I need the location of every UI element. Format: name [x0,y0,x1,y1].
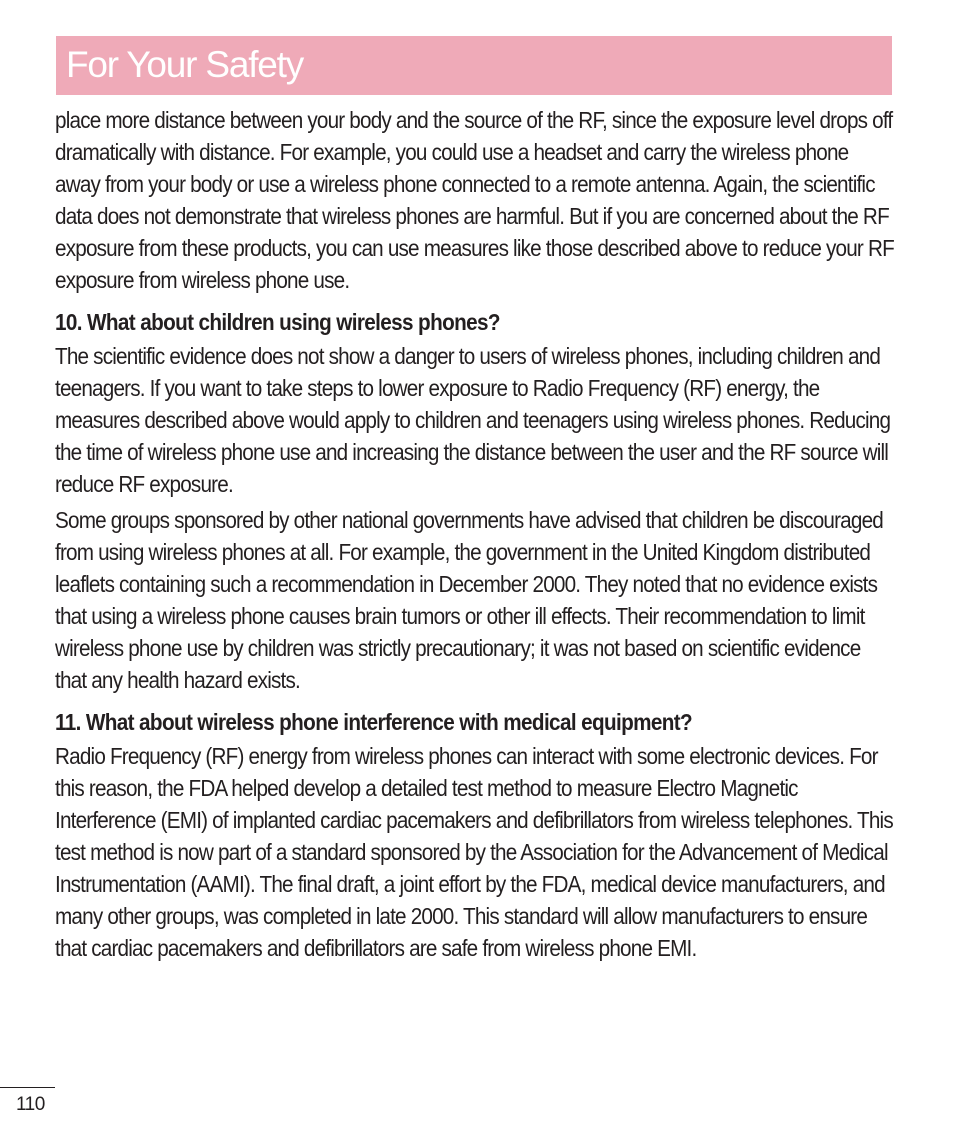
section-10-heading: 10. What about children using wireless phones? [55,309,500,335]
header-bar [56,36,892,95]
section-10-paragraph-2: Some groups sponsored by other national governments have advised that children be discouraged from using wireless phones at all. For example, the government in the United Kingdom distributed leaflets containing such a recommendation in December 2000. They noted that no evidence exists that using a wireless phone causes brain tumors or other ill effects. Their recommendation to limit wireless phone use by children was strictly precautionary; it was not based on scientific evidence that any health hazard exists. [55,507,883,693]
intro-paragraph: place more distance between your body and the source of the RF, since the exposure level drops off dramatically with distance. For example, you could use a headset and carry the wireless phone away from your body or use a wireless phone connected to a remote antenna. Again, the scientific data does not demonstrate that wireless phones are harmful. But if you are concerned about the RF exposure from these products, you can use measures like those described above to reduce your RF exposure from wireless phone use. [55,107,894,293]
page-content [55,104,895,964]
page-title: For Your Safety [66,44,304,85]
section-11-heading: 11. What about wireless phone interference with medical equipment? [55,709,693,735]
footer-rule [0,1087,55,1088]
page-number: 110 [16,1094,45,1115]
section-10-paragraph-1: The scientific evidence does not show a danger to users of wireless phones, including children and teenagers. If you want to take steps to lower exposure to Radio Frequency (RF) energy, the measures described above would apply to children and teenagers using wireless phones. Reducing the time of wireless phone use and increasing the distance between the user and the RF source will reduce RF exposure. [55,343,891,497]
section-11-paragraph-1: Radio Frequency (RF) energy from wireless phones can interact with some electronic devices. For this reason, the FDA helped develop a detailed test method to measure Electro Magnetic Interference (EMI) of implanted cardiac pacemakers and defibrillators from wireless telephones. This test method is now part of a standard sponsored by the Association for the Advancement of Medical Instrumentation (AAMI). The final draft, a joint effort by the FDA, medical device manufacturers, and many other groups, was completed in late 2000. This standard will allow manufacturers to ensure that cardiac pacemakers and defibrillators are safe from wireless phone EMI. [55,743,893,961]
